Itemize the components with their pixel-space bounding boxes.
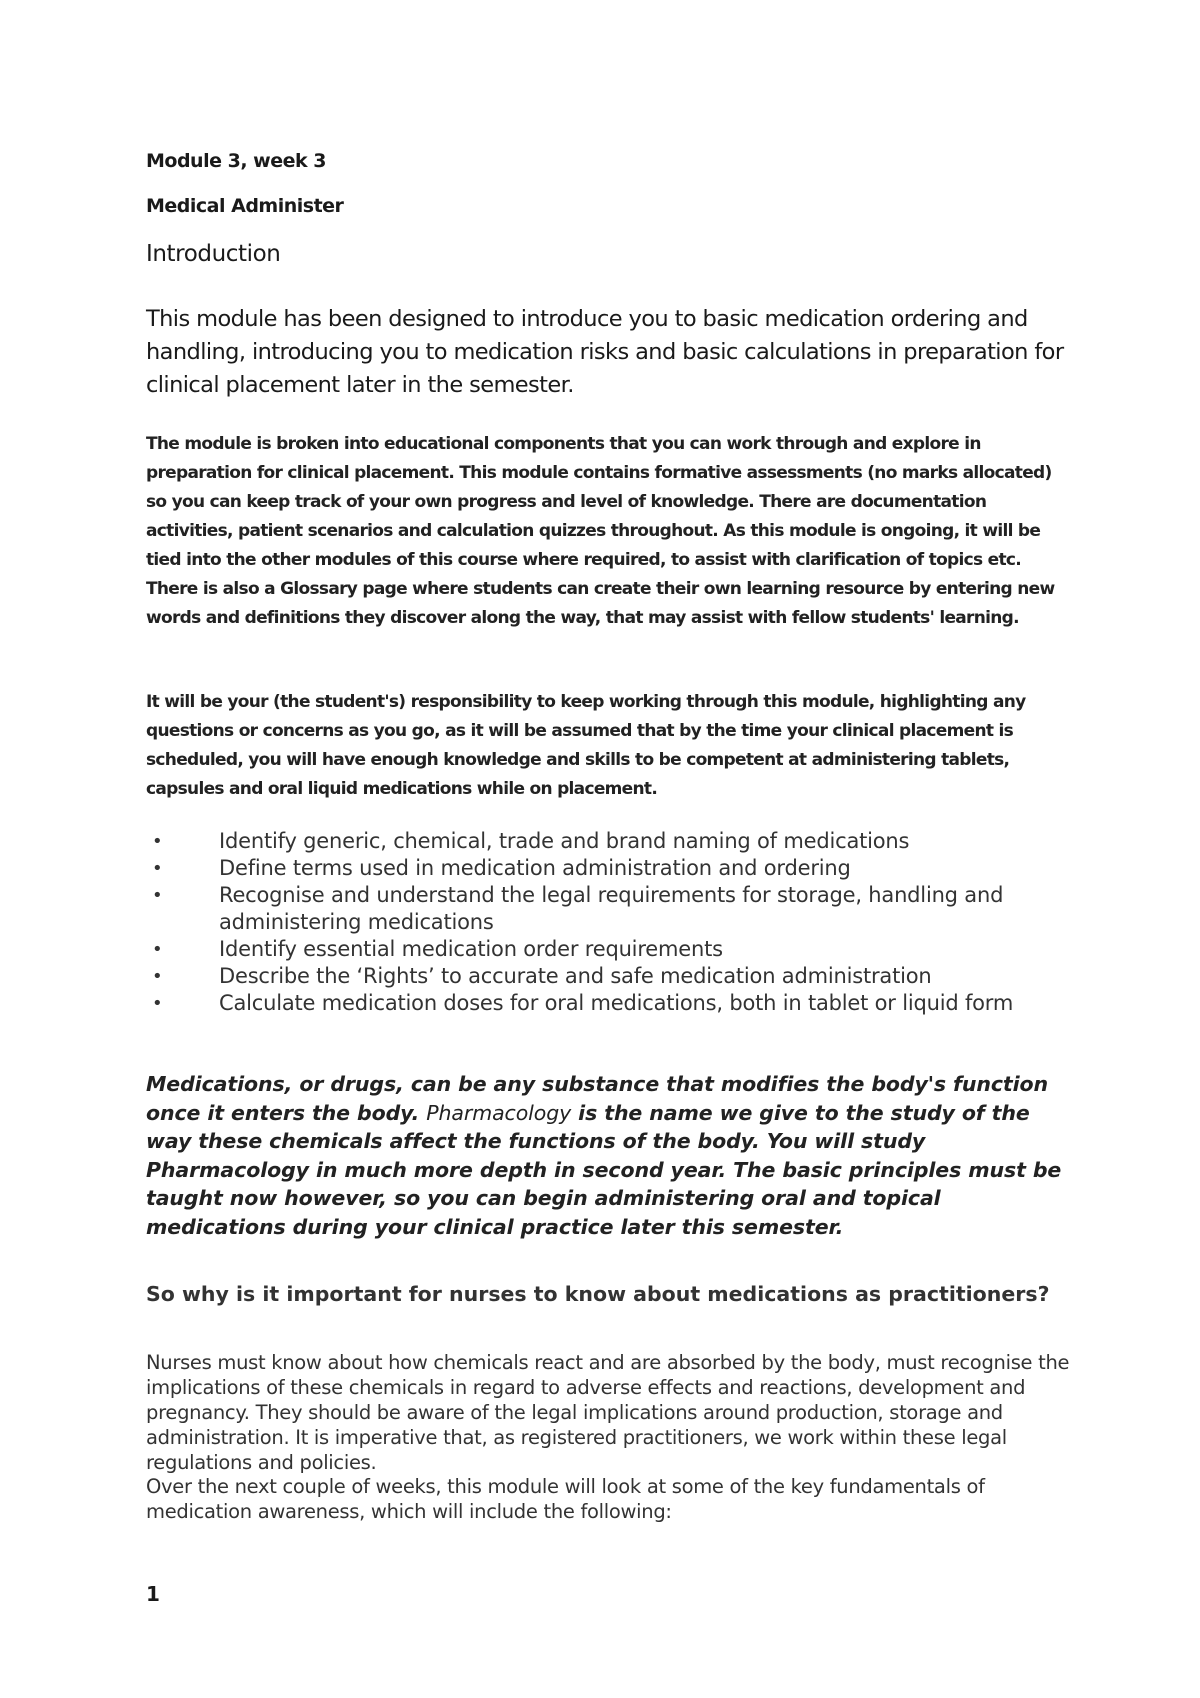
learning-objectives-list — [146, 828, 1076, 1017]
responsibility-emphasis: competent at administering tablets, capsules and oral liquid medications — [146, 750, 1010, 799]
list-item — [146, 882, 1076, 936]
pharmacology-text-start: Medications, or drugs, can be any substance that modifies the body's function once it enters the body. — [146, 1072, 1048, 1125]
responsibility-text-end: while on placement. — [471, 779, 658, 799]
pharmacology-text-end: is the name we give to the study of the way these chemicals affect the functions of the body. You will study Pharmacology in much more depth in second year. The basic principles must be taught now however, so you can begin administering oral and topical medications during your clinical practice later this semester. — [146, 1100, 1062, 1239]
bullet-icon: • — [152, 858, 163, 879]
bullet-icon: • — [152, 966, 163, 987]
list-item — [146, 828, 1076, 855]
objective-text: Recognise and understand the legal requirements for storage, handling and administering medications — [219, 883, 1004, 934]
bullet-icon: • — [152, 831, 163, 852]
pharmacology-term: Pharmacology — [426, 1100, 572, 1125]
list-item — [146, 990, 1076, 1017]
bullet-icon: • — [152, 885, 163, 906]
list-item — [146, 855, 1076, 882]
components-paragraph: The module is broken into educational components that you can work through and explore in preparation for clinical placement. This module contains formative assessments (no marks allocated) so you can keep track of your own progress and level of knowledge. There are documentation activities, patient scenarios and calculation quizzes throughout. As this module is ongoing, it will be tied into the other modules of this course where required, to assist with clarification of topics etc. There is also a Glossary page where students can create their own learning resource by entering new words and definitions they discover along the way, that may assist with fellow students' learning. — [146, 434, 1055, 628]
next-weeks-paragraph: Over the next couple of weeks, this module will look at some of the key fundamentals of medication awareness, which will include the following: — [146, 1475, 985, 1523]
list-item — [146, 936, 1076, 963]
objective-text: Calculate medication doses for oral medications, both in tablet or liquid form — [219, 991, 1014, 1015]
document-subtitle: Medical Administer — [146, 195, 344, 217]
responsibility-paragraph — [146, 688, 1076, 804]
page-number: 1 — [146, 1582, 160, 1606]
introduction-lead-paragraph: This module has been designed to introduce you to basic medication ordering and handling, introducing you to medication risks and basic calculations in preparation for clinical placement later in the semester. — [146, 306, 1064, 398]
module-week-label: Module 3, week 3 — [146, 150, 326, 172]
objective-text: Describe the ‘Rights’ to accurate and safe medication administration — [219, 964, 932, 988]
pharmacology-paragraph — [146, 1070, 1076, 1241]
bullet-icon: • — [152, 939, 163, 960]
list-item — [146, 963, 1076, 990]
objective-text: Identify essential medication order requirements — [219, 937, 723, 961]
nurses-paragraph: Nurses must know about how chemicals react and are absorbed by the body, must recognise the implications of these chemicals in regard to adverse effects and reactions, development and pregnancy. They should be aware of the legal implications around production, storage and administration. It is imperative that, as registered practitioners, we work within these legal regulations and policies. — [146, 1351, 1070, 1474]
introduction-heading: Introduction — [146, 241, 281, 267]
why-important-heading: So why is it important for nurses to know about medications as practitioners? — [146, 1282, 1050, 1306]
objective-text: Identify generic, chemical, trade and brand naming of medications — [219, 829, 910, 853]
responsibility-text-start: It will be your (the student's) responsibility to keep working through this module, highlighting any questions or concerns as you go, as it will be assumed that by the time your clinical placement is scheduled, you will have enough knowledge and skills to be — [146, 692, 1026, 770]
objective-text: Define terms used in medication administration and ordering — [219, 856, 851, 880]
bullet-icon: • — [152, 993, 163, 1014]
